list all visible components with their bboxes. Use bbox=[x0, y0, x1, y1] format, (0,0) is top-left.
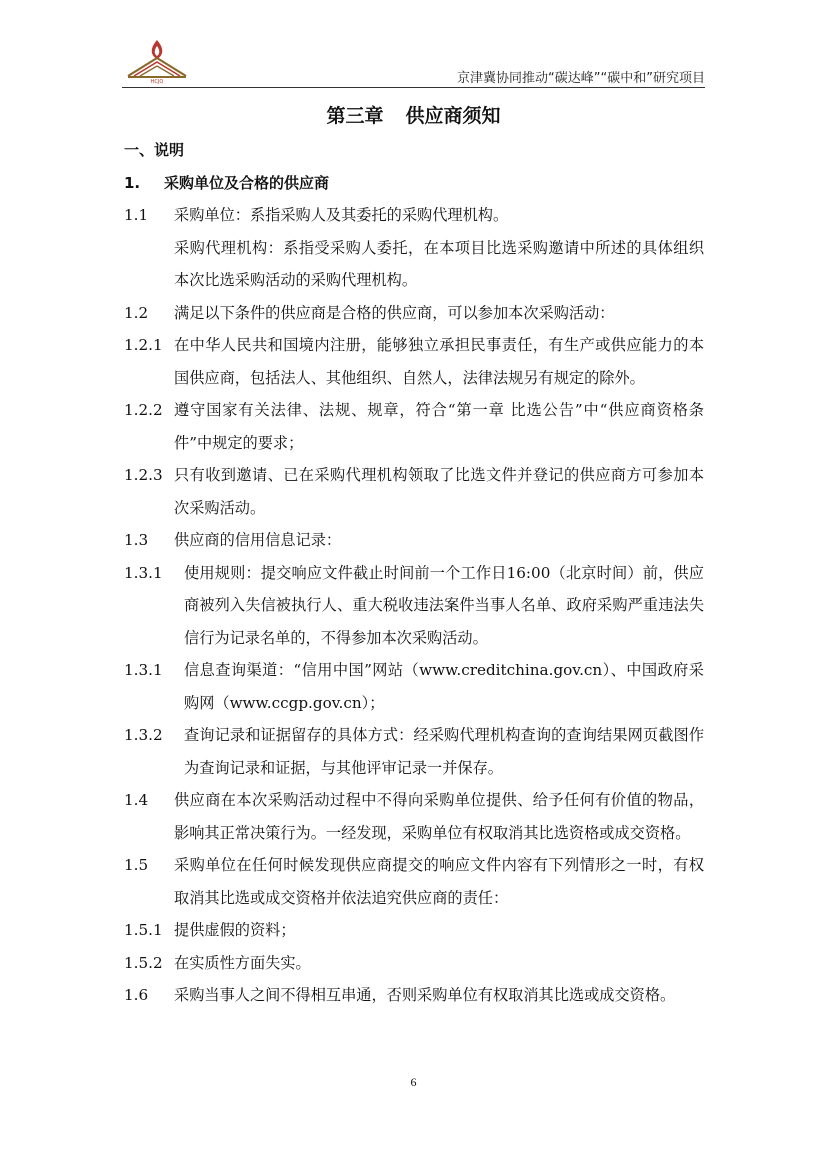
clause-text: 使用规则：提交响应文件截止时间前一个工作日16:00（北京时间）前，供应商被列入失信被执行人、重大税收违法案件当事人名单、政府采购严重违法失信行为记录名单的，不得参加本次采购活动。 bbox=[184, 563, 704, 647]
clause-number: 1.3 bbox=[124, 531, 149, 549]
clause-text: 供应商的信用信息记录： bbox=[174, 531, 342, 549]
clause-text: 满足以下条件的供应商是合格的供应商，可以参加本次采购活动： bbox=[174, 303, 615, 322]
clause-text: 供应商在本次采购活动过程中不得向采购单位提供、给予任何有价值的物品，影响其正常决策行为。一经发现，采购单位有权取消其比选资格或成交资格。 bbox=[174, 791, 704, 842]
clause-number: 1.1 bbox=[124, 206, 149, 224]
header-divider bbox=[122, 87, 705, 88]
clause-text: 提供虚假的资料； bbox=[174, 921, 296, 939]
paragraph bbox=[124, 524, 704, 557]
paragraph bbox=[124, 394, 704, 459]
chapter-title bbox=[0, 101, 827, 128]
paragraph bbox=[124, 849, 704, 914]
paragraph bbox=[124, 719, 704, 784]
clause-number: 1.2.1 bbox=[124, 336, 163, 354]
clause-number: 1.2 bbox=[124, 303, 149, 322]
clause-text: 采购单位及合格的供应商 bbox=[164, 173, 330, 192]
clause-text: 信息查询渠道：“信用中国”网站（www.creditchina.gov.cn）、中国政府采购网（www.ccgp.gov.cn）； bbox=[184, 661, 704, 712]
clause-text: 采购单位在任何时候发现供应商提交的响应文件内容有下列情形之一时，有权取消其比选或成交资格并依法追究供应商的责任： bbox=[174, 856, 704, 907]
clause-text: 在中华人民共和国境内注册，能够独立承担民事责任，有生产或供应能力的本国供应商，包括法人、其他组织、自然人，法律法规另有规定的除外。 bbox=[174, 336, 704, 387]
page-number: 6 bbox=[410, 1075, 417, 1089]
paragraph bbox=[124, 654, 704, 719]
clause-number: 1.6 bbox=[124, 986, 149, 1004]
clause-text: 只有收到邀请、已在采购代理机构领取了比选文件并登记的供应商方可参加本次采购活动。 bbox=[174, 466, 704, 517]
clause-text: 采购代理机构：系指受采购人委托，在本项目比选采购邀请中所述的具体组织本次比选采购活动的采购代理机构。 bbox=[174, 238, 704, 289]
paragraph bbox=[124, 329, 704, 394]
header-title: 京津冀协同推动“碳达峰”“碳中和”研究项目 bbox=[457, 71, 705, 86]
paragraph bbox=[124, 914, 704, 947]
clause-text: 采购单位：系指采购人及其委托的采购代理机构。 bbox=[174, 206, 509, 224]
paragraph bbox=[124, 297, 704, 330]
clause-number: 1.5.1 bbox=[124, 921, 163, 939]
paragraph bbox=[124, 784, 704, 849]
paragraph bbox=[124, 232, 704, 297]
section-heading bbox=[124, 134, 704, 167]
svg-text:HCJQ: HCJQ bbox=[150, 79, 164, 84]
clause-number: 1.3.2 bbox=[124, 726, 163, 744]
clause-text: 采购当事人之间不得相互串通，否则采购单位有权取消其比选或成交资格。 bbox=[174, 986, 676, 1004]
paragraph bbox=[124, 947, 704, 980]
clause-text: 在实质性方面失实。 bbox=[174, 953, 311, 972]
subsection-heading bbox=[124, 167, 704, 200]
clause-text: 查询记录和证据留存的具体方式：经采购代理机构查询的查询结果网页截图作为查询记录和证据，与其他评审记录一并保存。 bbox=[184, 726, 704, 777]
paragraph bbox=[124, 459, 704, 524]
clause-number: 1.5.2 bbox=[124, 953, 163, 972]
document-body bbox=[124, 134, 704, 1012]
paragraph bbox=[124, 979, 704, 1012]
paragraph bbox=[124, 557, 704, 655]
clause-number: 1.3.1 bbox=[124, 563, 163, 582]
clause-number: 1.2.2 bbox=[124, 401, 163, 419]
chapter-name: 供应商须知 bbox=[405, 105, 501, 127]
clause-number: 1. bbox=[124, 173, 141, 192]
company-logo bbox=[126, 38, 188, 84]
clause-text: 一、说明 bbox=[124, 141, 185, 159]
clause-text: 遵守国家有关法律、法规、规章，符合“第一章 比选公告”中“供应商资格条件”中规定的要求； bbox=[174, 401, 704, 452]
clause-number: 1.3.1 bbox=[124, 661, 163, 679]
clause-number: 1.4 bbox=[124, 791, 149, 809]
paragraph bbox=[124, 199, 704, 232]
chapter-number: 第三章 bbox=[326, 105, 384, 127]
clause-number: 1.5 bbox=[124, 856, 149, 874]
clause-number: 1.2.3 bbox=[124, 466, 163, 484]
